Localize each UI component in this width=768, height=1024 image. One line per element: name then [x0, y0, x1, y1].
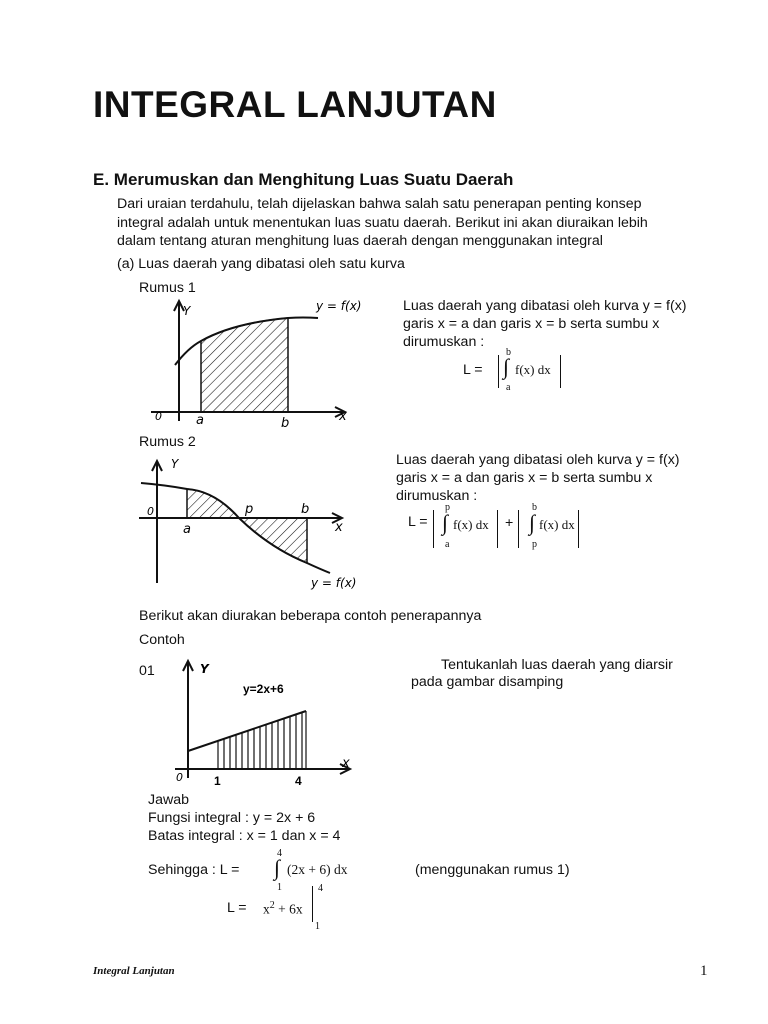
- rumus2-a-label: a: [183, 522, 191, 537]
- example01-question-line1: Tentukanlah luas daerah yang diarsir: [441, 657, 673, 673]
- rumus1-desc-line: garis x = a dan garis x = b serta sumbu x: [403, 316, 660, 332]
- jawab-sehingga: Sehingga : L =: [148, 862, 240, 878]
- rumus2-label: Rumus 2: [139, 434, 196, 450]
- example01-tick-4: 4: [295, 774, 302, 788]
- rumus2-curve-label: y = f(x): [311, 576, 357, 590]
- example01-x-label: x: [342, 756, 350, 771]
- example01-graph: [170, 653, 365, 793]
- abs-bar-left: [433, 510, 434, 548]
- rumus1-origin: 0: [155, 410, 162, 423]
- jawab-integrand: (2x + 6) dx: [287, 862, 348, 877]
- example01-origin: 0: [176, 771, 183, 784]
- jawab-fungsi: Fungsi integral : y = 2x + 6: [148, 810, 316, 826]
- example01-shaded-region: [218, 711, 306, 769]
- rumus1-desc-line: Luas daerah yang dibatasi oleh kurva y = f(x): [403, 298, 687, 314]
- jawab-line2-lower: 1: [315, 921, 320, 932]
- abs-bar-right: [560, 355, 561, 388]
- integral-sign: ∫: [503, 354, 510, 379]
- rumus2-upper-limit-1: p: [445, 502, 450, 513]
- rumus2-desc-line: dirumuskan :: [396, 488, 478, 504]
- intro-line: Dari uraian terdahulu, telah dijelaskan bahwa salah satu penerapan penting konsep: [117, 196, 642, 212]
- rumus2-lower-limit-2: p: [532, 539, 537, 550]
- abs-bar-left: [498, 355, 499, 388]
- abs-bar-right: [578, 510, 579, 548]
- rumus2-graph: [135, 453, 365, 595]
- rumus1-curve-label: y = f(x): [316, 299, 362, 313]
- rumus1-x-label: x: [339, 409, 347, 424]
- example01-curve-label: y=2x+6: [243, 682, 284, 696]
- rumus2-shaded-region-below: [239, 518, 307, 563]
- jawab-line2-expression: [263, 900, 303, 918]
- rumus1-b-label: b: [281, 416, 290, 430]
- jawab-line2-rest: + 6x: [274, 901, 303, 917]
- rumus1-graph: [143, 293, 368, 430]
- jawab-line2-x: x: [263, 901, 270, 917]
- rumus1-formula-lhs: L =: [463, 362, 483, 378]
- rumus1-y-label: Y: [183, 304, 191, 318]
- integral-sign: ∫: [529, 510, 536, 535]
- rumus2-desc-line: garis x = a dan garis x = b serta sumbu x: [396, 470, 653, 486]
- page-title: INTEGRAL LANJUTAN: [93, 84, 497, 125]
- rumus2-x-label: x: [335, 520, 343, 535]
- example-number: 01: [139, 663, 155, 679]
- rumus2-formula-lhs: L =: [408, 514, 428, 530]
- contoh-label: Contoh: [139, 632, 185, 648]
- abs-bar-right: [497, 510, 498, 548]
- subsection-heading: (a) Luas daerah yang dibatasi oleh satu kurva: [117, 256, 405, 272]
- example01-y-label: Y: [200, 662, 209, 676]
- rumus2-lower-limit-1: a: [445, 539, 450, 550]
- rumus2-desc-line: Luas daerah yang dibatasi oleh kurva y = f(x): [396, 452, 680, 468]
- rumus1-label: Rumus 1: [139, 280, 196, 296]
- rumus2-description: [396, 451, 680, 505]
- rumus2-shaded-region-above: [187, 489, 239, 518]
- rumus2-plus: +: [505, 515, 514, 531]
- integral-sign: ∫: [442, 510, 449, 535]
- example01-tick-1: 1: [214, 774, 221, 788]
- intro-line: dalam tentang aturan menghitung luas daerah dengan menggunakan integral: [117, 233, 603, 249]
- jawab-note: (menggunakan rumus 1): [415, 862, 570, 878]
- example01-axes: [175, 661, 350, 778]
- rumus2-b-label: b: [301, 502, 310, 517]
- jawab-line2-upper: 4: [318, 883, 323, 894]
- rumus2-upper-limit-2: b: [532, 502, 537, 513]
- rumus1-lower-limit: a: [506, 382, 511, 393]
- intro-paragraph: [117, 195, 737, 251]
- rumus1-shaded-region: [201, 318, 288, 412]
- integral-sign: ∫: [274, 855, 281, 880]
- rumus2-integrand-2: f(x) dx: [539, 517, 575, 532]
- rumus2-origin: 0: [147, 505, 154, 518]
- section-heading: E. Merumuskan dan Menghitung Luas Suatu Daerah: [93, 170, 514, 189]
- jawab-line2-exponent: 2: [269, 900, 275, 911]
- rumus2-y-label: Y: [171, 457, 179, 471]
- rumus2-p-label: p: [245, 502, 254, 517]
- rumus1-description: [403, 297, 687, 351]
- jawab-lower-limit: 1: [277, 882, 282, 893]
- example01-line: [188, 711, 306, 751]
- jawab-label: Jawab: [148, 792, 190, 808]
- rumus2-integrand-1: f(x) dx: [453, 517, 489, 532]
- footer-title: Integral Lanjutan: [93, 965, 175, 977]
- rumus1-integrand: f(x) dx: [515, 362, 551, 377]
- examples-intro: Berikut akan diurakan beberapa contoh penerapannya: [139, 608, 482, 624]
- rumus1-a-label: a: [196, 413, 204, 428]
- jawab-line2-lhs: L =: [227, 900, 247, 916]
- jawab-upper-limit: 4: [277, 848, 282, 859]
- example01-question-line2: pada gambar disamping: [411, 674, 564, 690]
- evaluation-bar: [312, 886, 313, 922]
- rumus1-upper-limit: b: [506, 347, 511, 358]
- intro-line: integral adalah untuk menentukan luas suatu daerah. Berikut ini akan diuraikan lebih: [117, 214, 648, 231]
- jawab-batas: Batas integral : x = 1 dan x = 4: [148, 828, 341, 844]
- page-number: 1: [700, 963, 708, 979]
- rumus1-desc-line: dirumuskan :: [403, 334, 485, 350]
- abs-bar-left: [518, 510, 519, 548]
